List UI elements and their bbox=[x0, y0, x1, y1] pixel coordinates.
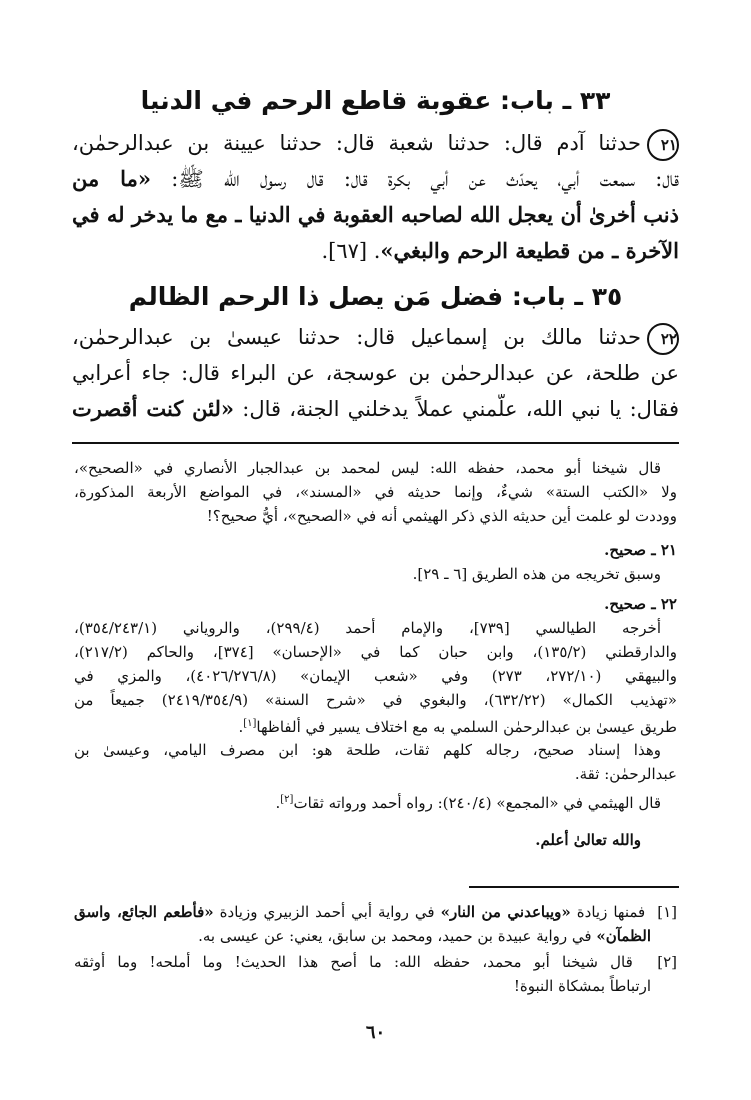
footnote-1-line-2 bbox=[74, 924, 651, 948]
note-line: ولا «الكتب الستة» شيءٌ، وإنما حديثه في «المسند»، في المواضع الأربعة المذكورة، bbox=[74, 483, 677, 501]
hadith-22-line-1 bbox=[72, 322, 679, 355]
footnote-2-line-1 bbox=[74, 950, 677, 974]
hadith-matn: ذنب أخرىٰ أن يعجل الله لصاحبه العقوبة في الدنيا ـ مع ما يدخر له في bbox=[72, 202, 679, 227]
hadith-number-badge: ٢٢ bbox=[647, 323, 679, 355]
footnote-text: في رواية أبي أحمد الزبيري وزيادة bbox=[213, 903, 441, 921]
footnote-text: في رواية عبيدة بن حميد، ومحمد بن سابق، يعني: عن عيسى به. bbox=[198, 927, 597, 945]
footnote-quote: «فأطعم الجائع، واسق bbox=[74, 903, 214, 921]
notes-divider bbox=[72, 442, 679, 444]
footnote-text: فمنها زيادة bbox=[570, 903, 646, 921]
footnote-quote: «ويباعدني من النار» bbox=[440, 903, 571, 921]
footnote-1-line-1 bbox=[74, 900, 677, 924]
footnote-divider bbox=[469, 886, 679, 888]
note-line: أخرجه الطيالسي [٧٣٩]، والإمام أحمد (٢٩٩/٤)، والروياني (٣٥٤/٢٤٣/١)، bbox=[74, 619, 661, 637]
footnote-ref[interactable]: [١] bbox=[243, 718, 257, 729]
hadith-ref: . [٦٧]. bbox=[321, 239, 381, 263]
note-line: عبدالرحمٰن: ثقة. bbox=[574, 765, 677, 783]
note-line: وهذا إسناد صحيح، رجاله كلهم ثقات، طلحة هو: ابن مصرف اليامي، وعيسىٰ بن bbox=[74, 741, 661, 759]
section-35-title: ٣٥ ـ باب: فضل مَن يصل ذا الرحم الظالم bbox=[128, 282, 623, 311]
hadith-22-line-2 bbox=[72, 358, 679, 388]
note-text: طريق عيسىٰ بن عبدالرحمٰن السلمي به مع اختلاف يسير في ألفاظها bbox=[256, 718, 677, 736]
hadith-22-line-3 bbox=[72, 394, 679, 424]
footnote-text: قال شيخنا أبو محمد، حفظه الله: ما أصح هذا الحديث! وما أملحه! وما أوثقه bbox=[74, 953, 633, 971]
note-text: . bbox=[238, 718, 244, 736]
hadith-number-badge: ٢١ bbox=[647, 129, 679, 161]
note-text: قال الهيثمي في «المجمع» (٢٤٠/٤): رواه أحمد ورواته ثقات bbox=[293, 794, 661, 812]
note-text: . bbox=[275, 794, 281, 812]
closing-phrase: والله تعالىٰ أعلم. bbox=[535, 831, 641, 849]
note-line: والبيهقي (٢٧٢/١٠، ٢٧٣) وفي «شعب الإيمان» (٤٠٢٦/٢٧٦/٨)، والمزي في bbox=[74, 667, 677, 685]
note-line: «تهذيب الكمال» (٦٣٢/٢٢)، والبغوي في «شرح السنة» (٢٤١٩/٣٥٤/٩) جميعاً من bbox=[74, 691, 677, 709]
hadith-21-line-3 bbox=[72, 200, 679, 230]
hadith-text: عن طلحة، عن عبدالرحمٰن بن عوسجة، عن البراء قال: جاء أعرابي bbox=[72, 361, 679, 385]
section-33-title: ٣٣ ـ باب: عقوبة قاطع الرحم في الدنيا bbox=[140, 86, 611, 115]
hadith-text: فقال: يا نبي الله، علّمني عملاً يدخلني الجنة، قال: bbox=[234, 397, 679, 421]
note-line: ووددت لو علمت أين حديثه الذي ذكر الهيثمي أنه في «الصحيح»، أيُّ صحيح؟! bbox=[206, 507, 677, 525]
note-grading: ٢١ ـ صحيح. bbox=[604, 541, 677, 559]
footnote-marker: [٢] bbox=[657, 953, 677, 971]
hadith-text: حدثنا مالك بن إسماعيل قال: حدثنا عيسىٰ بن عبدالرحمٰن، bbox=[72, 325, 641, 349]
page-number: ٦٠ bbox=[365, 1022, 386, 1043]
footnote-marker: [١] bbox=[657, 903, 677, 921]
note-grading: ٢٢ ـ صحيح. bbox=[604, 595, 677, 613]
note-line: قال شيخنا أبو محمد، حفظه الله: ليس لمحمد بن عبدالجبار الأنصاري في «الصحيح»، bbox=[74, 459, 661, 477]
note-line bbox=[74, 788, 661, 815]
hadith-21-line-2 bbox=[72, 164, 679, 194]
note-line: وسبق تخريجه من هذه الطريق [٦ ـ ٢٩]. bbox=[412, 565, 661, 583]
hadith-text: قال: سمعت أبي، يحدّث عن أبي بكرة قال: قال رسول الله ﷺ: bbox=[150, 167, 679, 191]
note-line bbox=[74, 712, 677, 739]
hadith-21-line-4 bbox=[72, 236, 679, 266]
hadith-matn: الآخرة ـ من قطيعة الرحم والبغي» bbox=[380, 238, 679, 263]
note-line: والدارقطني (١٣٥/٢)، وابن حبان كما في «الإحسان» [٣٧٤]، والحاكم (٢١٧/٢)، bbox=[74, 643, 677, 661]
hadith-matn: «لئن كنت أقصرت bbox=[72, 396, 235, 421]
hadith-matn: «ما من bbox=[72, 166, 151, 191]
footnote-quote: الظمآن» bbox=[596, 927, 651, 945]
footnote-2-line-2: ارتباطاً بمشكاة النبوة! bbox=[513, 977, 651, 995]
footnote-ref[interactable]: [٢] bbox=[280, 794, 294, 805]
hadith-text: حدثنا آدم قال: حدثنا شعبة قال: حدثنا عيينة بن عبدالرحمٰن، bbox=[72, 131, 641, 155]
hadith-21-line-1 bbox=[72, 128, 679, 161]
